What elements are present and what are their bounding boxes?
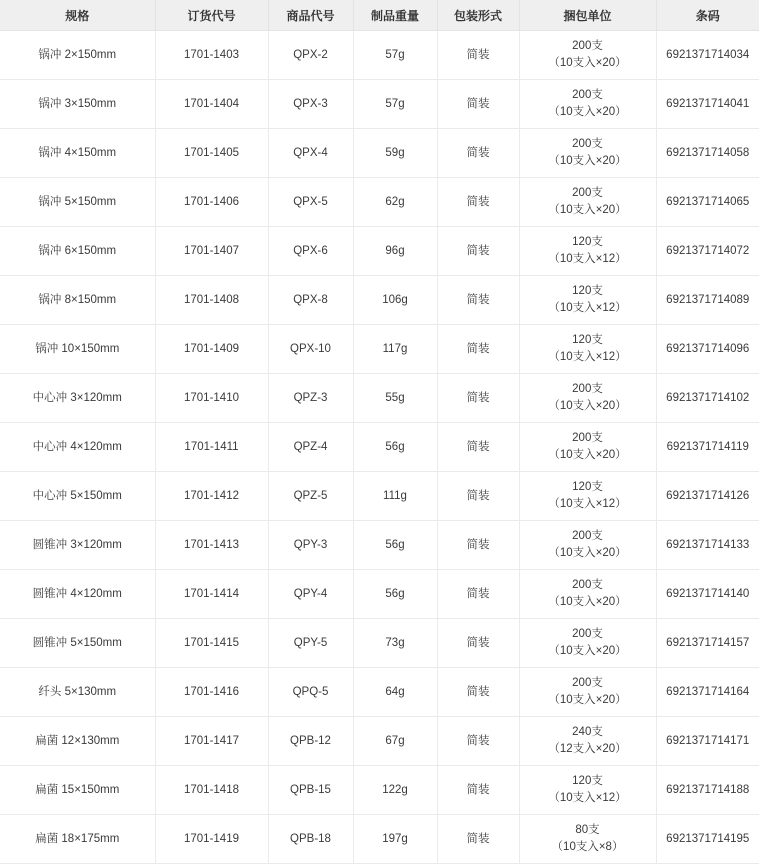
cell-product-code: QPZ-3 xyxy=(268,374,353,423)
package-unit-detail: （10支入×12） xyxy=(548,498,627,510)
cell-product-code: QPY-4 xyxy=(268,570,353,619)
package-unit-qty: 240支 xyxy=(572,726,603,739)
cell-order-code: 1701-1416 xyxy=(155,668,268,717)
cell-spec: 锅冲 4×150mm xyxy=(0,129,155,178)
package-unit-qty: 80支 xyxy=(575,824,600,837)
cell-spec: 圆锥冲 4×120mm xyxy=(0,570,155,619)
cell-package-unit xyxy=(519,521,656,570)
cell-product-code: QPZ-4 xyxy=(268,423,353,472)
cell-barcode: 6921371714188 xyxy=(656,766,759,815)
cell-spec: 圆锥冲 3×120mm xyxy=(0,521,155,570)
cell-product-code: QPB-18 xyxy=(268,815,353,864)
cell-package-form: 简装 xyxy=(437,80,519,129)
cell-order-code: 1701-1406 xyxy=(155,178,268,227)
cell-package-unit xyxy=(519,717,656,766)
cell-order-code: 1701-1408 xyxy=(155,276,268,325)
cell-weight: 111g xyxy=(353,472,437,521)
table-row xyxy=(0,815,759,864)
cell-package-form: 简装 xyxy=(437,423,519,472)
cell-order-code: 1701-1409 xyxy=(155,325,268,374)
cell-order-code: 1701-1405 xyxy=(155,129,268,178)
cell-package-unit xyxy=(519,668,656,717)
cell-barcode: 6921371714126 xyxy=(656,472,759,521)
cell-weight: 62g xyxy=(353,178,437,227)
package-unit-detail: （10支入×20） xyxy=(548,596,627,608)
cell-barcode: 6921371714058 xyxy=(656,129,759,178)
cell-weight: 57g xyxy=(353,80,437,129)
cell-spec: 锅冲 5×150mm xyxy=(0,178,155,227)
column-header-package-unit: 捆包单位 xyxy=(519,0,656,31)
package-unit-qty: 200支 xyxy=(572,530,603,543)
package-unit-detail: （10支入×12） xyxy=(548,253,627,265)
package-unit-detail: （10支入×20） xyxy=(548,204,627,216)
table-header-row xyxy=(0,0,759,31)
package-unit-qty: 200支 xyxy=(572,138,603,151)
cell-weight: 96g xyxy=(353,227,437,276)
table-row xyxy=(0,276,759,325)
package-unit-detail: （10支入×20） xyxy=(548,449,627,461)
package-unit-detail: （10支入×20） xyxy=(548,155,627,167)
cell-barcode: 6921371714096 xyxy=(656,325,759,374)
cell-barcode: 6921371714195 xyxy=(656,815,759,864)
table-row xyxy=(0,668,759,717)
cell-spec: 锅冲 2×150mm xyxy=(0,31,155,80)
cell-barcode: 6921371714041 xyxy=(656,80,759,129)
package-unit-detail: （10支入×20） xyxy=(548,57,627,69)
cell-weight: 56g xyxy=(353,423,437,472)
package-unit-qty: 120支 xyxy=(572,334,603,347)
package-unit-qty: 200支 xyxy=(572,187,603,200)
table-header xyxy=(0,0,759,31)
cell-package-unit xyxy=(519,472,656,521)
cell-barcode: 6921371714133 xyxy=(656,521,759,570)
package-unit-detail: （10支入×20） xyxy=(548,645,627,657)
cell-barcode: 6921371714065 xyxy=(656,178,759,227)
cell-product-code: QPY-5 xyxy=(268,619,353,668)
cell-product-code: QPX-8 xyxy=(268,276,353,325)
cell-order-code: 1701-1419 xyxy=(155,815,268,864)
cell-spec: 圆锥冲 5×150mm xyxy=(0,619,155,668)
cell-order-code: 1701-1411 xyxy=(155,423,268,472)
cell-package-unit xyxy=(519,129,656,178)
cell-spec: 锅冲 10×150mm xyxy=(0,325,155,374)
package-unit-qty: 120支 xyxy=(572,285,603,298)
cell-weight: 73g xyxy=(353,619,437,668)
package-unit-qty: 120支 xyxy=(572,481,603,494)
table-row xyxy=(0,178,759,227)
cell-weight: 56g xyxy=(353,570,437,619)
package-unit-qty: 200支 xyxy=(572,628,603,641)
cell-product-code: QPB-12 xyxy=(268,717,353,766)
cell-product-code: QPQ-5 xyxy=(268,668,353,717)
cell-barcode: 6921371714119 xyxy=(656,423,759,472)
cell-order-code: 1701-1414 xyxy=(155,570,268,619)
table-row xyxy=(0,619,759,668)
cell-package-unit xyxy=(519,619,656,668)
cell-spec: 中心冲 4×120mm xyxy=(0,423,155,472)
package-unit-detail: （10支入×12） xyxy=(548,351,627,363)
table-row xyxy=(0,766,759,815)
cell-package-unit xyxy=(519,80,656,129)
cell-order-code: 1701-1418 xyxy=(155,766,268,815)
table-row xyxy=(0,472,759,521)
cell-package-form: 简装 xyxy=(437,717,519,766)
cell-package-unit xyxy=(519,570,656,619)
cell-product-code: QPX-5 xyxy=(268,178,353,227)
package-unit-qty: 120支 xyxy=(572,236,603,249)
cell-barcode: 6921371714157 xyxy=(656,619,759,668)
package-unit-qty: 120支 xyxy=(572,775,603,788)
cell-package-form: 简装 xyxy=(437,325,519,374)
cell-package-unit xyxy=(519,31,656,80)
cell-package-form: 简装 xyxy=(437,31,519,80)
package-unit-qty: 200支 xyxy=(572,677,603,690)
cell-package-form: 简装 xyxy=(437,815,519,864)
cell-weight: 117g xyxy=(353,325,437,374)
cell-barcode: 6921371714089 xyxy=(656,276,759,325)
cell-order-code: 1701-1403 xyxy=(155,31,268,80)
cell-barcode: 6921371714102 xyxy=(656,374,759,423)
cell-package-unit xyxy=(519,374,656,423)
cell-weight: 197g xyxy=(353,815,437,864)
column-header-package-form: 包装形式 xyxy=(437,0,519,31)
cell-order-code: 1701-1412 xyxy=(155,472,268,521)
cell-spec: 中心冲 3×120mm xyxy=(0,374,155,423)
cell-product-code: QPX-10 xyxy=(268,325,353,374)
package-unit-qty: 200支 xyxy=(572,432,603,445)
cell-product-code: QPX-3 xyxy=(268,80,353,129)
cell-order-code: 1701-1410 xyxy=(155,374,268,423)
package-unit-detail: （10支入×20） xyxy=(548,400,627,412)
cell-order-code: 1701-1407 xyxy=(155,227,268,276)
cell-package-form: 简装 xyxy=(437,570,519,619)
cell-product-code: QPX-6 xyxy=(268,227,353,276)
cell-package-unit xyxy=(519,815,656,864)
cell-product-code: QPB-15 xyxy=(268,766,353,815)
package-unit-detail: （10支入×8） xyxy=(551,841,624,853)
cell-spec: 锅冲 6×150mm xyxy=(0,227,155,276)
table-row xyxy=(0,717,759,766)
cell-package-form: 简装 xyxy=(437,472,519,521)
cell-order-code: 1701-1413 xyxy=(155,521,268,570)
cell-package-form: 简装 xyxy=(437,619,519,668)
cell-weight: 64g xyxy=(353,668,437,717)
cell-product-code: QPY-3 xyxy=(268,521,353,570)
cell-package-form: 简装 xyxy=(437,129,519,178)
cell-package-unit xyxy=(519,423,656,472)
package-unit-qty: 200支 xyxy=(572,89,603,102)
cell-package-form: 简装 xyxy=(437,276,519,325)
package-unit-qty: 200支 xyxy=(572,40,603,53)
cell-spec: 扁菌 18×175mm xyxy=(0,815,155,864)
table-row xyxy=(0,129,759,178)
cell-package-form: 简装 xyxy=(437,178,519,227)
cell-package-unit xyxy=(519,178,656,227)
cell-package-unit xyxy=(519,766,656,815)
cell-package-form: 简装 xyxy=(437,668,519,717)
cell-weight: 59g xyxy=(353,129,437,178)
table-row xyxy=(0,423,759,472)
table-row xyxy=(0,80,759,129)
package-unit-detail: （10支入×12） xyxy=(548,302,627,314)
cell-order-code: 1701-1415 xyxy=(155,619,268,668)
table-row xyxy=(0,521,759,570)
cell-package-form: 简装 xyxy=(437,227,519,276)
table-row xyxy=(0,570,759,619)
column-header-product-code: 商品代号 xyxy=(268,0,353,31)
table-body xyxy=(0,31,759,864)
cell-package-form: 简装 xyxy=(437,374,519,423)
cell-barcode: 6921371714164 xyxy=(656,668,759,717)
cell-barcode: 6921371714034 xyxy=(656,31,759,80)
cell-weight: 122g xyxy=(353,766,437,815)
cell-product-code: QPX-4 xyxy=(268,129,353,178)
cell-package-unit xyxy=(519,227,656,276)
table-row xyxy=(0,227,759,276)
cell-weight: 106g xyxy=(353,276,437,325)
cell-barcode: 6921371714072 xyxy=(656,227,759,276)
column-header-weight: 制品重量 xyxy=(353,0,437,31)
cell-barcode: 6921371714140 xyxy=(656,570,759,619)
cell-weight: 55g xyxy=(353,374,437,423)
cell-spec: 扁菌 15×150mm xyxy=(0,766,155,815)
cell-weight: 56g xyxy=(353,521,437,570)
package-unit-detail: （10支入×20） xyxy=(548,547,627,559)
cell-spec: 锅冲 8×150mm xyxy=(0,276,155,325)
table-row xyxy=(0,374,759,423)
cell-weight: 67g xyxy=(353,717,437,766)
cell-package-form: 简装 xyxy=(437,766,519,815)
package-unit-qty: 200支 xyxy=(572,383,603,396)
cell-package-unit xyxy=(519,276,656,325)
cell-spec: 锅冲 3×150mm xyxy=(0,80,155,129)
cell-product-code: QPX-2 xyxy=(268,31,353,80)
cell-spec: 中心冲 5×150mm xyxy=(0,472,155,521)
package-unit-qty: 200支 xyxy=(572,579,603,592)
cell-order-code: 1701-1404 xyxy=(155,80,268,129)
column-header-spec: 规格 xyxy=(0,0,155,31)
cell-order-code: 1701-1417 xyxy=(155,717,268,766)
table-row xyxy=(0,31,759,80)
column-header-barcode: 条码 xyxy=(656,0,759,31)
package-unit-detail: （10支入×12） xyxy=(548,792,627,804)
cell-spec: 纤头 5×130mm xyxy=(0,668,155,717)
cell-product-code: QPZ-5 xyxy=(268,472,353,521)
table-row xyxy=(0,325,759,374)
package-unit-detail: （12支入×20） xyxy=(548,743,627,755)
cell-spec: 扁菌 12×130mm xyxy=(0,717,155,766)
cell-barcode: 6921371714171 xyxy=(656,717,759,766)
cell-package-unit xyxy=(519,325,656,374)
package-unit-detail: （10支入×20） xyxy=(548,106,627,118)
cell-weight: 57g xyxy=(353,31,437,80)
column-header-order-code: 订货代号 xyxy=(155,0,268,31)
cell-package-form: 简装 xyxy=(437,521,519,570)
package-unit-detail: （10支入×20） xyxy=(548,694,627,706)
